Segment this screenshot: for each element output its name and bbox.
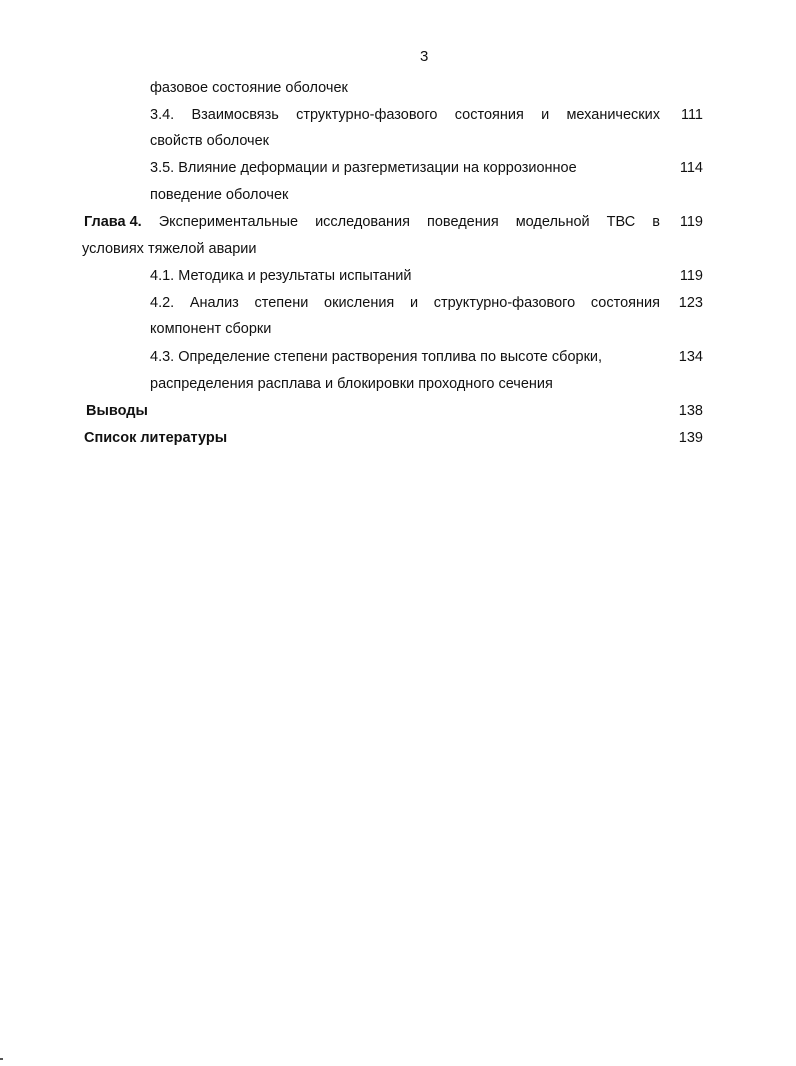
toc-chapter-4-word: ТВС xyxy=(606,214,636,230)
toc-entry-4-2-line1 xyxy=(150,295,660,311)
toc-chapter-4-word: в xyxy=(652,214,660,230)
toc-entry-4-2-line2: компонент сборки xyxy=(150,321,272,337)
toc-chapter-4-word: исследования xyxy=(315,214,410,230)
toc-4-1-page: 119 xyxy=(679,268,703,284)
toc-references-page: 139 xyxy=(678,430,703,446)
toc-4-2-word: структурно-фазового xyxy=(433,295,576,311)
toc-entry-4-1: 4.1. Методика и результаты испытаний xyxy=(150,268,412,284)
toc-conclusions: Выводы xyxy=(86,403,148,419)
toc-chapter-4-line2: условиях тяжелой аварии xyxy=(82,241,257,257)
page-number: 3 xyxy=(420,48,429,65)
toc-references: Список литературы xyxy=(84,430,228,446)
toc-4-2-word: степени xyxy=(254,295,309,311)
toc-chapter-4-page: 119 xyxy=(679,214,703,230)
toc-entry-3-5-line2: поведение оболочек xyxy=(150,187,289,203)
toc-chapter-4-label: Глава 4. xyxy=(84,214,142,230)
toc-4-2-word: состояния xyxy=(590,295,660,311)
toc-3-4-page: 111 xyxy=(680,107,703,123)
toc-4-2-word: и xyxy=(409,295,419,311)
toc-3-5-page: 114 xyxy=(679,160,703,176)
toc-3-4-word: 3.4. xyxy=(150,107,175,123)
toc-4-3-page: 134 xyxy=(678,349,703,365)
toc-entry-4-3-line1: 4.3. Определение степени растворения топлива по высоте сборки, xyxy=(150,349,603,365)
toc-entry-3-5-line1: 3.5. Влияние деформации и разгерметизации на коррозионное xyxy=(150,160,577,176)
toc-3-4-word: структурно-фазового xyxy=(296,107,438,123)
toc-4-2-word: окисления xyxy=(324,295,395,311)
toc-chapter-4-word: поведения xyxy=(427,214,499,230)
toc-entry-3-4-line2: свойств оболочек xyxy=(150,133,270,149)
toc-3-4-word: и xyxy=(541,107,550,123)
toc-continuation-line: фазовое состояние оболочек xyxy=(150,80,348,96)
toc-entry-3-4-line1 xyxy=(150,107,660,123)
scan-artifact xyxy=(0,1058,3,1060)
toc-3-4-word: механических xyxy=(566,107,660,123)
toc-3-4-word: состояния xyxy=(454,107,524,123)
toc-4-2-page: 123 xyxy=(678,295,703,311)
toc-chapter-4-line1 xyxy=(84,214,660,230)
toc-3-4-word: Взаимосвязь xyxy=(191,107,279,123)
toc-4-2-word: Анализ xyxy=(189,295,239,311)
toc-chapter-4-word: модельной xyxy=(515,214,590,230)
toc-entry-4-3-line2: распределения расплава и блокировки проходного сечения xyxy=(150,376,553,392)
toc-4-2-word: 4.2. xyxy=(150,295,175,311)
toc-chapter-4-word: Экспериментальные xyxy=(158,214,299,230)
toc-conclusions-page: 138 xyxy=(678,403,703,419)
